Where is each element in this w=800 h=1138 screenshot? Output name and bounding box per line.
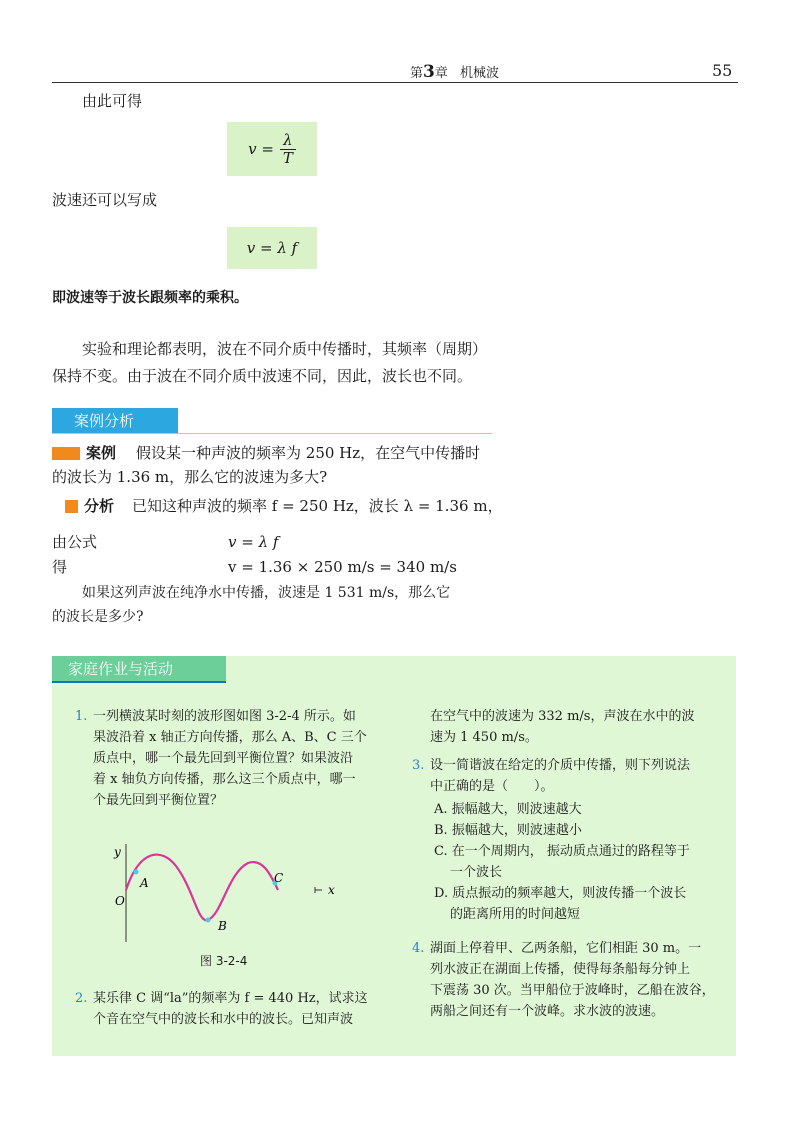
point-c-label: C: [274, 871, 284, 885]
q2-line: 某乐律 C 调“la”的频率为 f = 440 Hz，试求这: [93, 991, 368, 1006]
q4-line: 两船之间还有一个波峰。求水波的波速。: [430, 1004, 665, 1019]
q3-option-c-cont: 一个波长: [450, 865, 503, 880]
q4-number: 4.: [412, 941, 425, 956]
q3-option-a: A. 振幅越大，则波速越大: [434, 802, 582, 817]
chapter-title: 机械波: [460, 66, 500, 81]
analysis-text: 已知这种声波的频率 f = 250 Hz，波长 λ = 1.36 m，: [132, 497, 503, 515]
figure-caption: 图 3-2-4: [200, 954, 248, 968]
paragraph-line-2: 保持不变。由于波在不同介质中波速不同，因此，波长也不同。: [52, 367, 473, 385]
q3-number: 3.: [412, 758, 425, 773]
q4-line: 下震荡 30 次。当甲船位于波峰时，乙船在波谷，: [430, 983, 715, 998]
formula-box-2: [227, 227, 317, 269]
formula2: v = λ f: [246, 239, 298, 257]
formula1-denominator: T: [282, 148, 293, 167]
followup-line-1: 如果这列声波在纯净水中传播，波速是 1 531 m/s，那么它: [82, 585, 451, 601]
paragraph-line-1: 实验和理论都表明，波在不同介质中传播时，其频率（周期）: [82, 340, 488, 358]
example-label: 案例: [86, 444, 117, 462]
q2-text: [93, 988, 393, 1030]
origin-label: O: [115, 894, 125, 908]
point-b-marker: [206, 918, 211, 923]
formula1-fraction: [280, 132, 296, 167]
q3-option-d: D. 质点振动的频率越大，则波传播一个波长: [434, 886, 687, 901]
q2-line: 个音在空气中的波长和水中的波长。已知声波: [93, 1012, 354, 1027]
q4-text: [430, 938, 730, 1022]
q1-line: 一列横波某时刻的波形图如图 3-2-4 所示。如: [93, 709, 356, 724]
example-line-2: 的波长为 1.36 m，那么它的波速为多大?: [52, 468, 328, 486]
case-banner-rule: [52, 433, 492, 434]
bold-statement: 即波速等于波长跟频率的乘积。: [52, 290, 248, 306]
q1-text: [93, 706, 393, 811]
homework-title-rule: [52, 681, 226, 683]
q3-line: 设一简谐波在给定的介质中传播，则下列说法: [430, 758, 691, 773]
analysis-label: 分析: [84, 497, 115, 515]
y-axis-label: y: [114, 845, 121, 859]
x-axis-label: x: [328, 883, 335, 897]
point-b-label: B: [218, 919, 227, 933]
homework-title: 家庭作业与活动: [52, 656, 226, 682]
chapter-prefix: 第: [410, 66, 424, 81]
q1-line: 着 x 轴负方向传播，那么这三个质点中，哪一: [93, 772, 356, 787]
formula1-lhs: v =: [248, 140, 274, 158]
header-rule: [52, 82, 738, 83]
wave-figure: [100, 838, 360, 948]
q2-continuation: [430, 706, 730, 748]
q3-options: [434, 799, 734, 925]
q1-line: 个最先回到平衡位置？: [93, 793, 224, 808]
point-a-label: A: [140, 876, 149, 890]
q3-line: 中正确的是（ ）。: [430, 779, 554, 794]
chapter-number: 3: [423, 62, 435, 82]
result-expr: v = 1.36 × 250 m/s = 340 m/s: [228, 558, 457, 576]
intro-line-2: 波速还可以写成: [52, 191, 158, 209]
q3-option-b: B. 振幅越大，则波速越小: [434, 823, 582, 838]
q3-option-c: C. 在一个周期内， 振动质点通过的路程等于: [434, 844, 690, 859]
by-formula-label: 由公式: [52, 533, 98, 551]
followup-line-2: 的波长是多少?: [52, 609, 144, 625]
by-formula-expr: v = λ f: [228, 533, 279, 551]
q2-number: 2.: [75, 991, 88, 1006]
chapter-suffix: 章: [434, 66, 448, 81]
q2-cont-line: 在空气中的波速为 332 m/s，声波在水中的波: [430, 709, 695, 724]
result-label: 得: [52, 558, 68, 576]
analysis-marker-icon: [65, 500, 78, 513]
point-a-marker: [134, 870, 139, 875]
q1-line: 果波沿着 x 轴正方向传播，那么 A、B、C 三个: [93, 730, 367, 745]
chapter-header: [410, 62, 499, 82]
example-line-1: 假设某一种声波的频率为 250 Hz，在空气中传播时: [136, 444, 481, 462]
q4-line: 湖面上停着甲、乙两条船，它们相距 30 m。一: [430, 941, 702, 956]
q1-number: 1.: [75, 709, 88, 724]
q2-cont-line: 速为 1 450 m/s。: [430, 730, 538, 745]
example-marker-icon: [52, 447, 80, 460]
formula-box-1: [227, 122, 317, 176]
q4-line: 列水波正在湖面上传播，使得每条船每分钟上: [430, 962, 691, 977]
formula1-numerator: λ: [280, 132, 296, 150]
q3-option-d-cont: 的距离所用的时间越短: [450, 907, 581, 922]
wave-curve: [126, 855, 278, 921]
q3-text: [430, 755, 730, 797]
page-number: 55: [712, 61, 733, 80]
q1-line: 质点中，哪一个最先回到平衡位置？如果波沿: [93, 751, 354, 766]
case-analysis-banner: 案例分析: [52, 408, 178, 434]
intro-line-1: 由此可得: [82, 92, 143, 110]
